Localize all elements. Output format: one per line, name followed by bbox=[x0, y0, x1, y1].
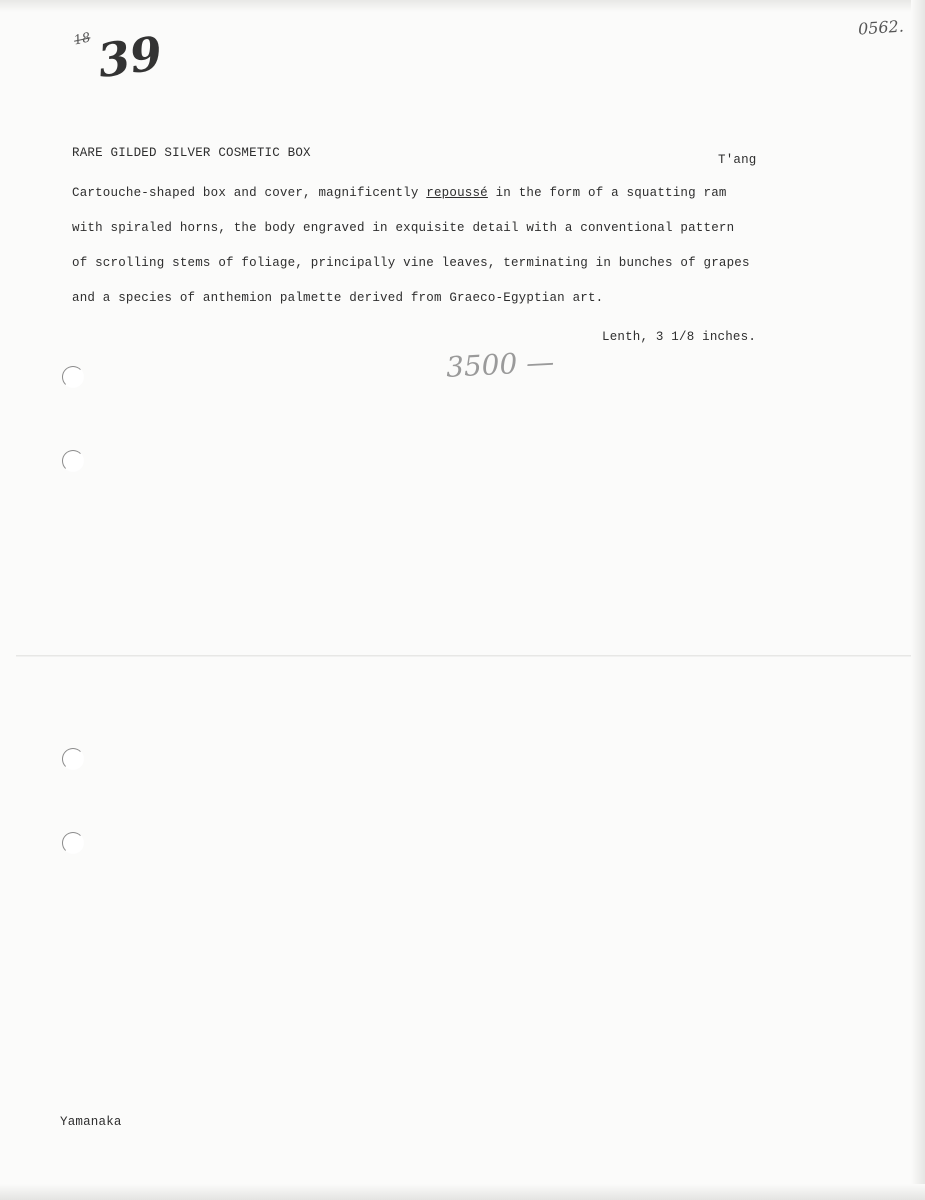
item-title: RARE GILDED SILVER COSMETIC BOX bbox=[72, 146, 311, 160]
struck-lot-number: 18 bbox=[72, 30, 92, 49]
punch-hole bbox=[62, 450, 84, 472]
paper-edge-bottom bbox=[0, 1184, 925, 1200]
punch-hole bbox=[62, 748, 84, 770]
item-period: T'ang bbox=[718, 153, 757, 167]
paper-edge-right bbox=[911, 0, 925, 1200]
punch-hole bbox=[62, 366, 84, 388]
price-annotation: 3500 — bbox=[445, 345, 555, 384]
description-line: of scrolling stems of foliage, principally vine leaves, terminating in bunches of grapes bbox=[72, 256, 750, 270]
dealer-name: Yamanaka bbox=[60, 1115, 122, 1129]
measurement: Lenth, 3 1/8 inches. bbox=[602, 330, 757, 344]
description-line: with spiraled horns, the body engraved in exquisite detail with a conventional pattern bbox=[72, 221, 735, 235]
description-line: Cartouche-shaped box and cover, magnificently repoussé in the form of a squatting ram bbox=[72, 186, 727, 200]
paper-edge-top bbox=[0, 0, 925, 12]
emphasis-word: repoussé bbox=[426, 186, 488, 200]
fold-line bbox=[16, 655, 911, 657]
description-line: and a species of anthemion palmette derived from Graeco-Egyptian art. bbox=[72, 291, 604, 305]
lot-number: 39 bbox=[94, 25, 166, 89]
page-number: 0562. bbox=[857, 16, 905, 39]
punch-hole bbox=[62, 832, 84, 854]
